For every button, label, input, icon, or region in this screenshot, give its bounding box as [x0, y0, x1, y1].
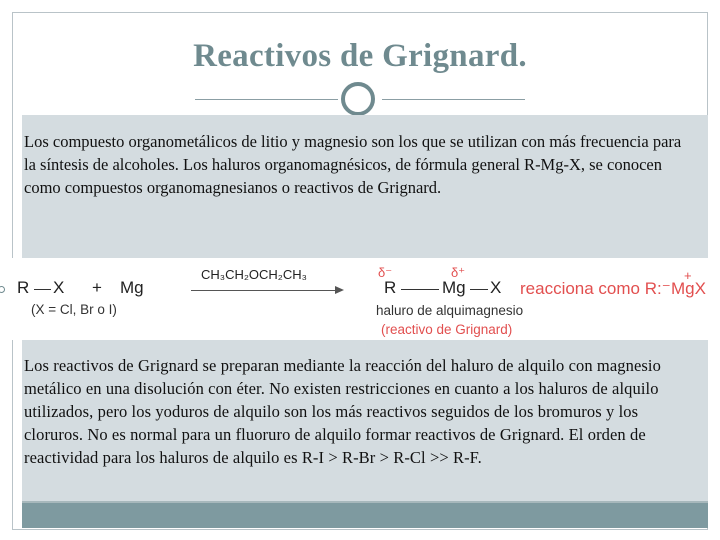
footer-bar [22, 501, 708, 528]
plus-sign: + [92, 278, 102, 297]
title-divider-left [195, 99, 338, 100]
circle-ornament-icon [341, 82, 375, 116]
product-x: X [490, 278, 502, 297]
reactant-bond [34, 289, 51, 290]
plus-charge: + [684, 268, 692, 283]
delta-plus-label: δ⁺ [451, 265, 466, 280]
product-sublabel: (reactivo de Grignard) [381, 322, 513, 337]
reacts-as-label: reacciona como R:⁻ [520, 279, 671, 298]
slide-title: Reactivos de Grignard. [193, 38, 527, 74]
preparation-paragraph: Los reactivos de Grignard se preparan mediante la reacción del haluro de alquilo con magnesio metálico en una disolución con éter. No existen restricciones en cuanto a los haluros de alquilo utilizados, pero los yoduros de alquilo son los más reactivos seguidos de los bromuros y los cloruros. No es normal para un fluoruro de alquilo formar reactivos de Grignard. El orden de reactividad para los haluros de alquilo es R-I > R-Br > R-Cl >> R-F. [24, 356, 661, 467]
reactant-mg: Mg [120, 278, 144, 297]
footer-bar-highlight [22, 501, 708, 503]
arrow-head-icon [335, 286, 344, 294]
product-bond-2 [470, 289, 488, 290]
product-bond-1 [401, 289, 439, 290]
product-mg: Mg [442, 278, 466, 297]
product-label: haluro de alquimagnesio [376, 303, 524, 318]
product-r: R [384, 278, 397, 297]
reaction-arrow [191, 290, 336, 291]
reactant-x: X [53, 278, 65, 297]
mgx-label: MgX [671, 279, 706, 298]
intro-paragraph: Los compuesto organometálicos de litio y magnesio son los que se utilizan con más frecuencia para la síntesis de alcoholes. Los haluros organomagnésicos, de fórmula general R-Mg-X, se conocen como compuestos organomagnesianos o reactivos de Grignard. [24, 132, 682, 197]
reaction-scheme [0, 258, 720, 340]
bullet-icon [0, 286, 5, 293]
halogen-note: (X = Cl, Br o I) [31, 302, 117, 317]
title-divider-right [382, 99, 525, 100]
reactant-r: R [17, 278, 30, 297]
delta-minus-label: δ⁻ [378, 265, 393, 280]
solvent-label: CH₃CH₂OCH₂CH₃ [201, 267, 307, 282]
